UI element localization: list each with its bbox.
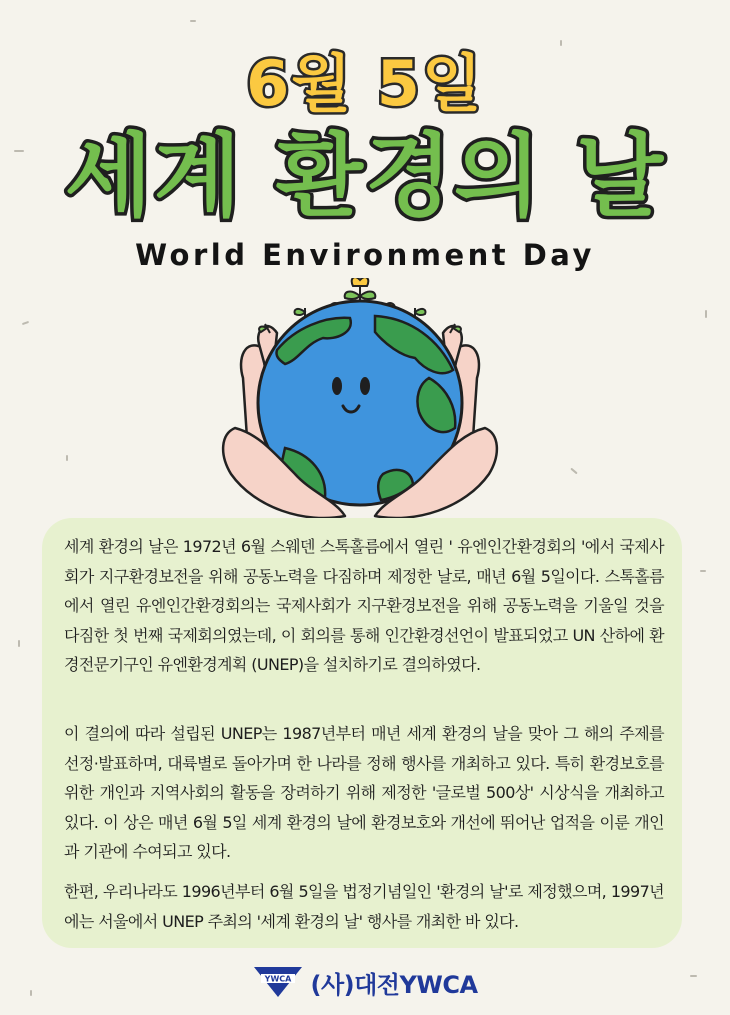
paragraph-korea: 한편, 우리나라도 1996년부터 6월 5일을 법정기념일인 '환경의 날'로 제정했으며, 1997년에는 서울에서 UNEP 주최의 '세계 환경의 날' 행사를 개최한 바 있다. xyxy=(64,882,664,931)
date-title: 6월 5일 xyxy=(246,47,484,120)
earth-in-hands-illustration xyxy=(215,278,505,528)
background-speck xyxy=(66,455,68,461)
organization-name: (사)대전YWCA xyxy=(310,970,478,999)
main-title: 세계 환경의 날 xyxy=(64,124,666,229)
background-speck xyxy=(18,640,20,647)
background-speck xyxy=(570,468,577,475)
background-speck xyxy=(22,321,29,325)
background-speck xyxy=(190,20,196,22)
logo-text: YWCA xyxy=(265,974,292,984)
background-speck xyxy=(700,570,706,572)
background-speck xyxy=(705,310,707,318)
paragraph-unep: 이 결의에 따라 설립된 UNEP는 1987년부터 매년 세계 환경의 날을 맞아 그 해의 주제를 선정·발표하며, 대륙별로 돌아가며 한 나라를 정해 행사를 개최하고 있다. 특히 환경보호를 위한 개인과 지역사회의 활동을 장려하기 위해 제정한 '글로벌 500상' 시상식을 개최하고 있다. 이 상은 매년 6월 5일 세계 환경의 날에 환경보호와 개선에 뛰어난 업적을 이룬 개인과 기관에 수여되고 있다. xyxy=(64,724,664,861)
ywca-logo-icon xyxy=(252,965,304,999)
footer-brand xyxy=(0,962,730,1002)
paragraph-history: 세계 환경의 날은 1972년 6월 스웨덴 스톡홀름에서 열린 ' 유엔인간환경회의 '에서 국제사회가 지구환경보전을 위해 공동노력을 다짐하며 제정한 날로, 매년 6월 5일이다. 스톡홀름에서 열린 유엔인간환경회의는 국제사회가 지구환경보전을 위해 공동노력을 기울일 것을 다짐한 첫 번째 국제회의였는데, 이 회의를 통해 인간환경선언이 발표되었고 UN 산하에 환경전문기구인 유엔환경계획 (UNEP)을 설치하기로 결의하였다. xyxy=(64,537,664,674)
english-title: World Environment Day xyxy=(135,238,595,272)
